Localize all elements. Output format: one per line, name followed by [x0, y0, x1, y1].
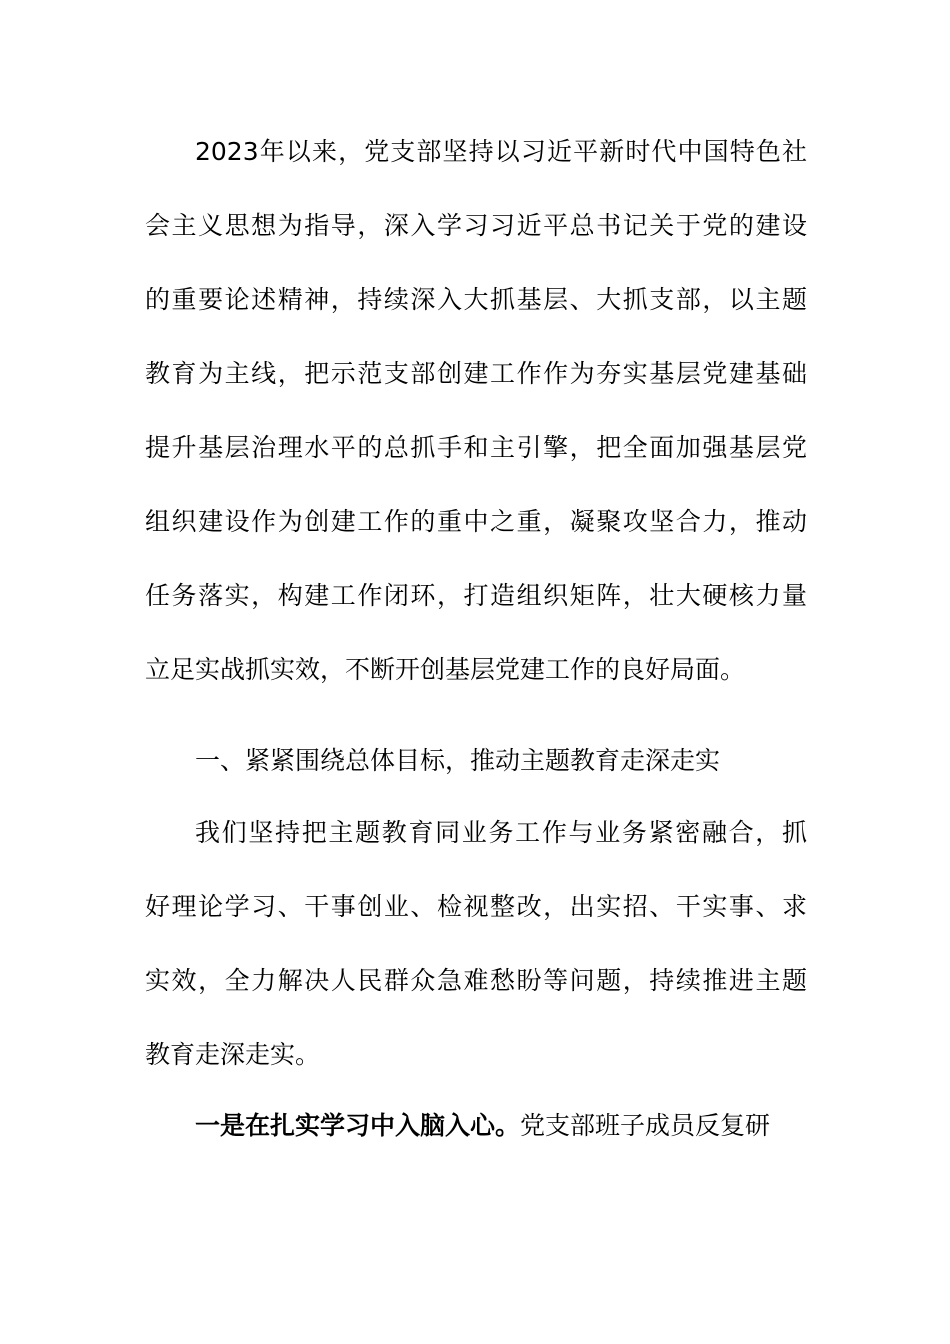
- paragraph-3-bold-lead: 一是在扎实学习中入脑入心。: [195, 1111, 521, 1140]
- paragraph-2-line-3: 实效，全力解决人民群众急难愁盼等问题，持续推进主题: [145, 966, 807, 995]
- paragraph-1-line-7: 任务落实，构建工作闭环，打造组织矩阵，壮大硬核力量: [145, 581, 807, 610]
- paragraph-1-line-6: 组织建设作为创建工作的重中之重，凝聚攻坚合力，推动: [145, 507, 807, 536]
- paragraph-2-line-2: 好理论学习、干事创业、检视整改，出实招、干实事、求: [145, 892, 807, 921]
- paragraph-1-line-3: 的重要论述精神，持续深入大抓基层、大抓支部，以主题: [145, 285, 807, 314]
- paragraph-2-line-4: 教育走深走实。: [145, 1040, 321, 1069]
- paragraph-3-text: 党支部班子成员反复研: [520, 1111, 771, 1140]
- paragraph-1-line-4: 教育为主线，把示范支部创建工作作为夯实基层党建基础: [145, 359, 807, 388]
- paragraph-1-line-2: 会主义思想为指导，深入学习习近平总书记关于党的建设: [145, 211, 807, 240]
- paragraph-1-line-5: 提升基层治理水平的总抓手和主引擎，把全面加强基层党: [145, 433, 807, 462]
- paragraph-3-line-1: [195, 1110, 807, 1142]
- paragraph-1-line-8: 立足实战抓实效，不断开创基层党建工作的良好局面。: [145, 655, 746, 684]
- section-heading-1: 一、紧紧围绕总体目标，推动主题教育走深走实: [195, 746, 721, 775]
- paragraph-1-line-1: 2023年以来，党支部坚持以习近平新时代中国特色社: [195, 137, 807, 166]
- paragraph-2-line-1: 我们坚持把主题教育同业务工作与业务紧密融合，抓: [195, 818, 807, 847]
